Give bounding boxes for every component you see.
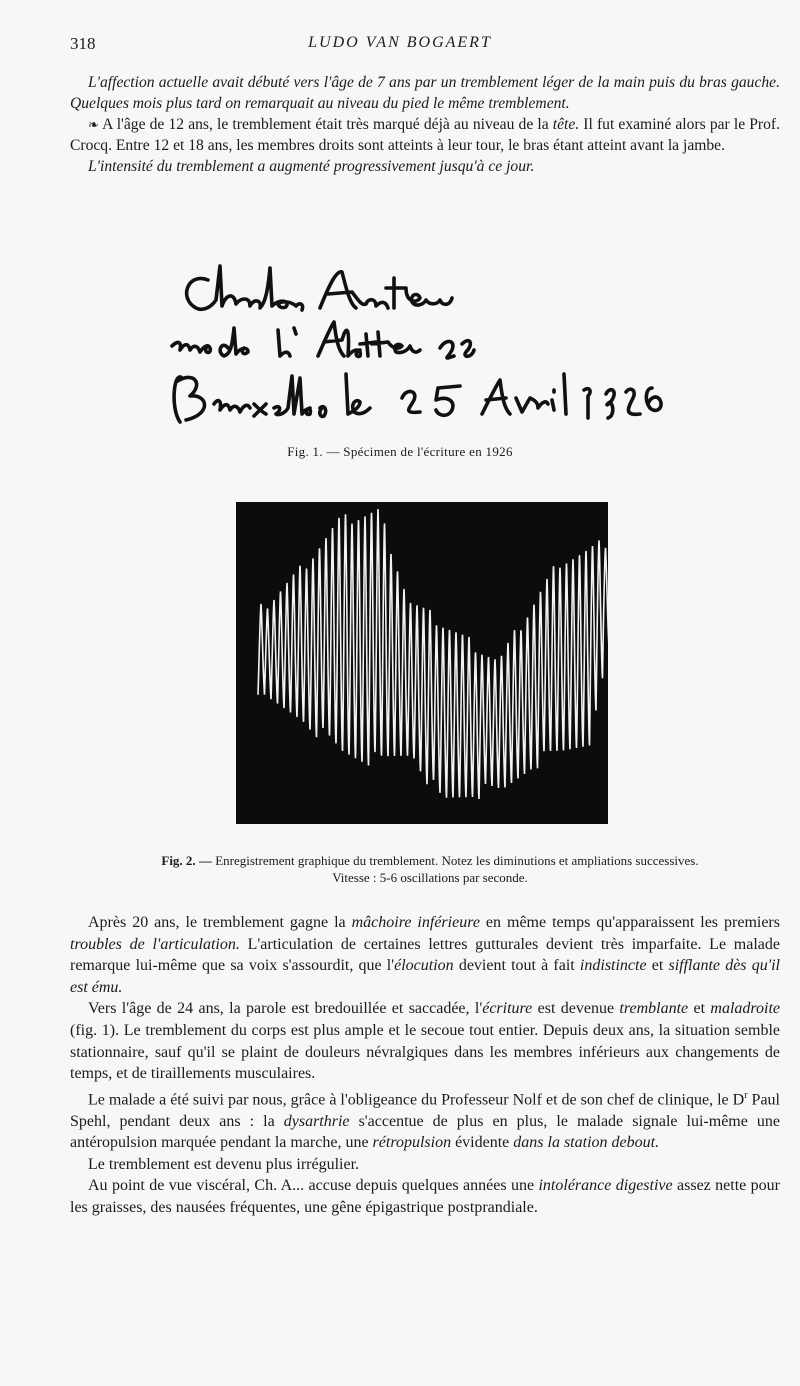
page-header xyxy=(70,34,730,58)
text-run: sifflante dès qu'il est ému. xyxy=(70,957,781,996)
intro-p2-text-a: A l'âge de 12 ans, le tremblement était très marqué déjà au niveau de la xyxy=(98,116,553,133)
text-run: dans la station debout. xyxy=(513,1134,660,1152)
text-run: troubles de l'articulation. xyxy=(70,935,240,953)
text-run: intolérance digestive xyxy=(538,1177,673,1195)
text-run: écriture xyxy=(482,1000,533,1018)
intro-paragraph-1: L'affection actuelle avait débuté vers l'âge de 7 ans par un tremblement léger de la main puis du bras gauche. Quelques mois plus tard on remarquait au niveau du pied le même tremblement. xyxy=(70,74,780,112)
text-run: (fig. 1). Le tremblement du corps est plus ample et le secoue tout entier. Depuis deux ans, la situation semble stationnaire, sauf qu'il se plaint de douleurs névralgiques dans les membres inférieurs aux changements de temps, et de tiraillements musculaires. xyxy=(70,1021,780,1083)
text-run: est devenue xyxy=(532,1000,620,1018)
fleuron-mark: ❧ xyxy=(88,117,99,132)
text-run: mâchoire inférieure xyxy=(351,914,480,931)
text-run: devient tout à fait xyxy=(453,957,580,975)
text-run: tremblante xyxy=(619,1000,689,1018)
text-run: et xyxy=(646,957,669,975)
intro-paragraph-2 xyxy=(70,114,780,156)
text-run: en même temps qu'apparaissent les premiers xyxy=(479,914,780,931)
text-run: rétropulsion xyxy=(372,1134,452,1152)
text-run: Après 20 ans, le tremblement gagne la xyxy=(88,914,352,931)
intro-text xyxy=(70,72,780,177)
text-run: r xyxy=(744,1089,748,1101)
tremor-trace-line xyxy=(258,509,608,799)
body-paragraph-1 xyxy=(70,912,780,998)
text-run: assez nette pour les graisses, des nausées fréquentes, une gêne épigastrique postprandiale. xyxy=(70,1177,781,1217)
text-run: s'accentue de plus en plus, le malade signale lui-même une antéropulsion marquée pendant la marche, une xyxy=(70,1112,780,1152)
intro-paragraph-3: L'intensité du tremblement a augmenté progressivement jusqu'à ce jour. xyxy=(88,158,535,175)
text-run: L'articulation de certaines lettres gutturales devient très imparfaite. Le malade remarque lui-même que sa voix s'assourdit, que l' xyxy=(70,935,780,975)
figure-2-caption-line-1: Enregistrement graphique du tremblement. Notez les diminutions et ampliations successives. xyxy=(211,853,699,868)
text-run: élocution xyxy=(394,957,454,975)
text-run: maladroite xyxy=(710,1000,781,1018)
running-title: LUDO VAN BOGAERT xyxy=(308,34,492,51)
text-run: Le malade a été suivi par nous, grâce à l'obligeance du Professeur Nolf et de son chef de clinique, le D xyxy=(88,1091,745,1109)
figure-2-label: Fig. 2. — xyxy=(161,853,212,868)
handwriting-image xyxy=(170,258,710,438)
body-paragraph-3 xyxy=(70,1085,780,1154)
figure-2-caption-line-2: Vitesse : 5-6 oscillations par seconde. xyxy=(332,870,528,885)
handwriting-line-1 xyxy=(187,266,452,310)
tremor-recording-figure xyxy=(236,502,608,824)
intro-p2-tete: tête. xyxy=(552,116,580,133)
text-run: Au point de vue viscéral, Ch. A... accuse depuis quelques années une xyxy=(88,1177,539,1195)
handwriting-line-2 xyxy=(172,322,474,358)
tremor-trace xyxy=(236,502,608,824)
body-text xyxy=(70,912,780,1219)
body-paragraph-4 xyxy=(70,1154,780,1176)
text-run: Vers l'âge de 24 ans, la parole est bredouillée et saccadée, l' xyxy=(88,1000,483,1018)
text-run: Paul Spehl, pendant deux ans : la xyxy=(70,1091,781,1130)
handwriting-line-3 xyxy=(174,374,661,422)
body-paragraph-5 xyxy=(70,1175,780,1218)
text-run: évidente xyxy=(451,1134,514,1152)
text-run: Le tremblement est devenu plus irrégulier. xyxy=(88,1155,360,1173)
page-number: 318 xyxy=(70,34,96,53)
text-run: dysarthrie xyxy=(283,1112,350,1130)
text-run: et xyxy=(688,1000,711,1018)
figure-1-caption: Fig. 1. — Spécimen de l'écriture en 1926 xyxy=(287,444,513,459)
handwriting-specimen xyxy=(170,258,710,438)
text-run: indistincte xyxy=(579,957,647,975)
figure-2-caption xyxy=(70,852,790,886)
body-paragraph-2 xyxy=(70,998,780,1084)
intro-p2-text-b: Il fut examiné alors par le Prof. Crocq. Entre 12 et 18 ans, les membres droits sont atteints à leur tour, le bras étant atteint avant la jambe. xyxy=(70,116,781,154)
